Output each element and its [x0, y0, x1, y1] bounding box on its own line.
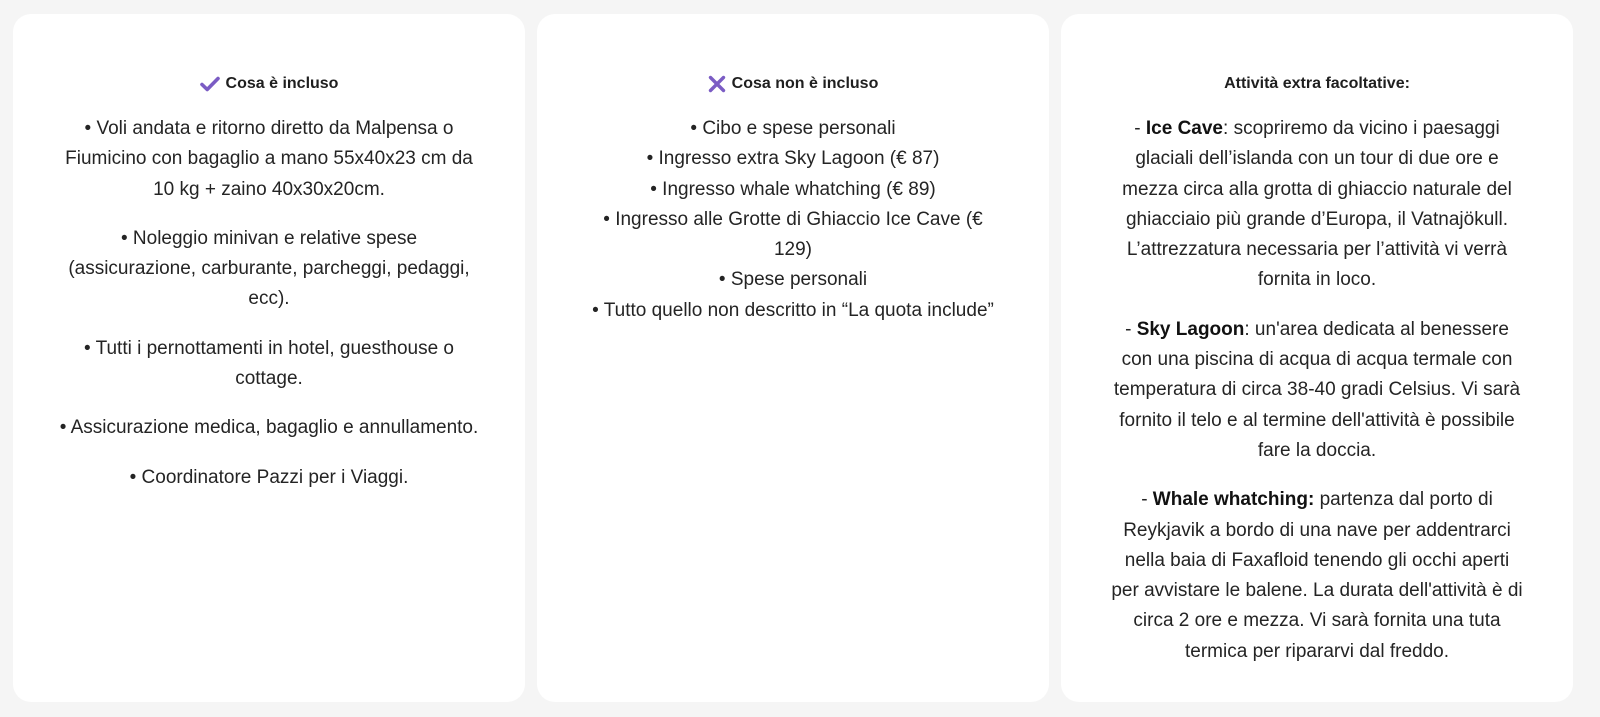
extra-prefix: - [1125, 318, 1137, 340]
cross-icon [708, 75, 726, 93]
not-included-item: • Tutto quello non descritto in “La quota include” [592, 299, 994, 321]
extra-activity-whale-watching [1109, 485, 1525, 667]
not-included-heading [537, 74, 1049, 94]
checkmark-icon [200, 76, 220, 92]
included-item: • Coordinatore Pazzi per i Viaggi. [129, 466, 409, 488]
included-title: Cosa è incluso [225, 75, 339, 92]
not-included-card [537, 14, 1049, 702]
not-included-item: • Cibo e spese personali [690, 118, 896, 139]
extra-prefix: - [1134, 118, 1146, 139]
extras-title: Attività extra facoltative: [1224, 75, 1410, 92]
not-included-list [585, 114, 1001, 326]
not-included-title: Cosa non è incluso [731, 75, 879, 92]
extras-heading [1061, 74, 1573, 94]
not-included-item: • Ingresso alle Grotte di Ghiaccio Ice Cave (€ 129) [603, 208, 983, 261]
extras-list [1109, 114, 1525, 667]
included-list [55, 114, 483, 493]
extras-card [1061, 14, 1573, 702]
extra-name: Whale whatching: [1152, 489, 1315, 511]
not-included-item: • Ingresso extra Sky Lagoon (€ 87) [646, 148, 940, 170]
extra-description: partenza dal porto di Reykjavik a bordo di una nave per addentrarci nella baia di Faxafloid tenendo gli occhi aperti per avvistare le balene. La durata dell'attività è di circa 2 ore e mezza. Vi sarà fornita una tuta termica per ripararvi dal freddo. [1111, 489, 1523, 662]
extra-description: : scopriremo da vicino i paesaggi glaciali dell’islanda con un tour di due ore e mezza circa alla grotta di ghiaccio naturale del ghiacciaio più grande d’Europa, il Vatnajökull. L’attrezzatura necessaria per l’attività vi verrà fornita in loco. [1122, 118, 1512, 291]
included-item: • Assicurazione medica, bagaglio e annullamento. [59, 417, 479, 439]
included-item: • Tutti i pernottamenti in hotel, guesthouse o cottage. [84, 337, 454, 390]
included-item: • Voli andata e ritorno diretto da Malpensa o Fiumicino con bagaglio a mano 55x40x23 cm da 10 kg + zaino 40x30x20cm. [65, 118, 473, 200]
included-item: • Noleggio minivan e relative spese (assicurazione, carburante, parcheggi, pedaggi, ecc). [68, 227, 470, 310]
extra-description: : un'area dedicata al benessere con una piscina di acqua di acqua termale con temperatura di circa 38-40 gradi Celsius. Vi sarà fornito il telo e al termine dell'attività è possibile fare la doccia. [1113, 318, 1521, 461]
extra-prefix: - [1141, 489, 1153, 511]
extra-name: Sky Lagoon [1136, 318, 1245, 340]
extra-activity-sky-lagoon [1109, 315, 1525, 466]
extra-name: Ice Cave [1145, 118, 1224, 139]
not-included-item: • Ingresso whale whatching (€ 89) [650, 178, 936, 200]
included-heading [13, 74, 525, 94]
extra-activity-ice-cave [1109, 114, 1525, 296]
not-included-item: • Spese personali [718, 269, 868, 291]
included-card [13, 14, 525, 702]
